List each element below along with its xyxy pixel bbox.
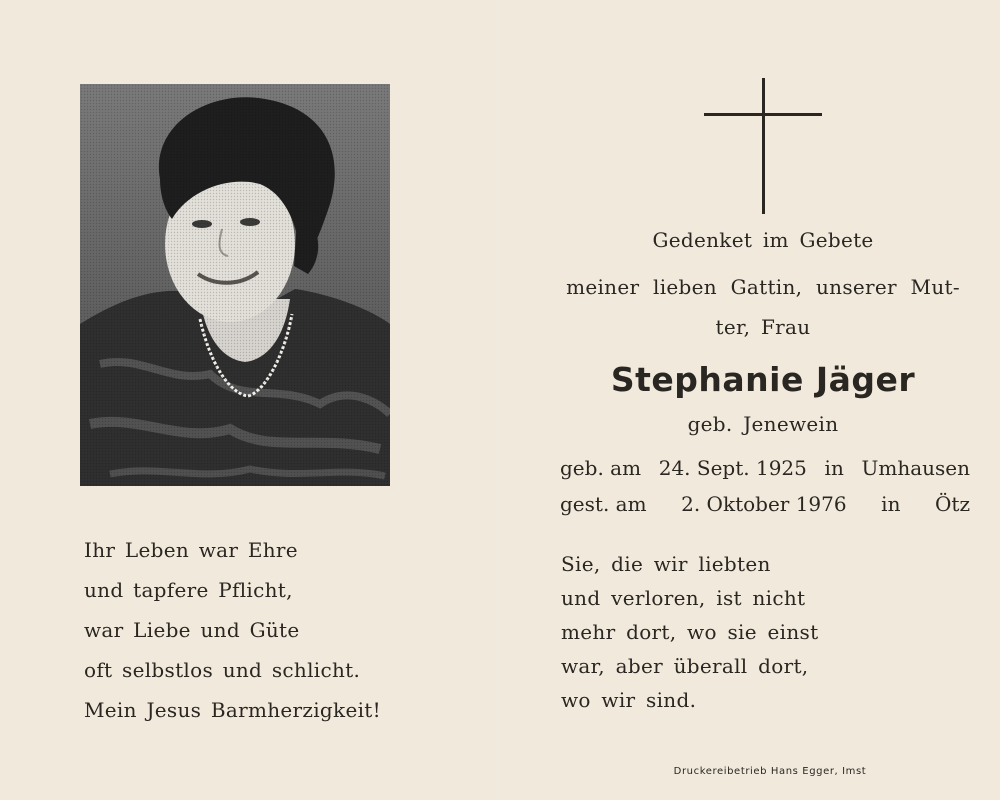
right-poem bbox=[561, 547, 861, 717]
death-prefix: gest. am bbox=[560, 492, 647, 516]
left-poem bbox=[84, 530, 444, 730]
portrait-photo bbox=[80, 84, 390, 486]
left-poem-line: Mein Jesus Barmherzigkeit! bbox=[84, 698, 381, 722]
birth-date: 24. Sept. 1925 bbox=[658, 456, 807, 480]
portrait-illustration bbox=[80, 84, 390, 486]
birth-line bbox=[560, 456, 970, 480]
right-poem-line: war, aber überall dort, bbox=[561, 654, 809, 678]
cross-icon bbox=[704, 78, 822, 214]
right-poem-line: wo wir sind. bbox=[561, 688, 697, 712]
header-line-3: ter, Frau bbox=[715, 315, 811, 339]
header-line-2: meiner lieben Gattin, unserer Mut- bbox=[566, 275, 960, 299]
death-place: Ötz bbox=[935, 492, 970, 516]
birth-place-prefix: in bbox=[824, 456, 844, 480]
death-line bbox=[560, 492, 970, 516]
right-poem-line: Sie, die wir liebten bbox=[561, 552, 771, 576]
card-fold bbox=[499, 0, 501, 800]
deceased-name: Stephanie Jäger bbox=[610, 360, 916, 399]
printer-credit: Druckereibetrieb Hans Egger, Imst bbox=[673, 766, 867, 777]
birth-place: Umhausen bbox=[861, 456, 970, 480]
header-line-1: Gedenket im Gebete bbox=[652, 228, 874, 252]
death-place-prefix: in bbox=[881, 492, 901, 516]
left-poem-line: Ihr Leben war Ehre bbox=[84, 538, 298, 562]
left-poem-line: war Liebe und Güte bbox=[84, 618, 300, 642]
left-poem-line: und tapfere Pflicht, bbox=[84, 578, 293, 602]
birth-prefix: geb. am bbox=[560, 456, 642, 480]
right-poem-line: und verloren, ist nicht bbox=[561, 586, 806, 610]
death-date: 2. Oktober 1976 bbox=[681, 492, 847, 516]
maiden-name: geb. Jenewein bbox=[687, 412, 839, 436]
left-poem-line: oft selbstlos und schlicht. bbox=[84, 658, 361, 682]
right-poem-line: mehr dort, wo sie einst bbox=[561, 620, 819, 644]
